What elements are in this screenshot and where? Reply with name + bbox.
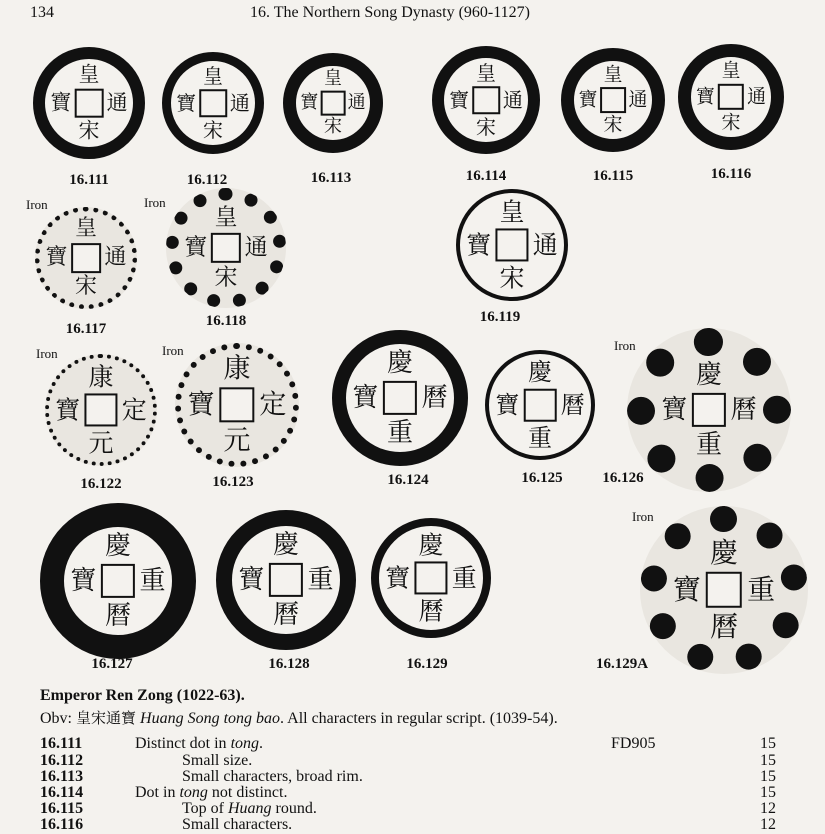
coin-16-124: [332, 330, 468, 466]
coin-character: 通: [532, 230, 558, 260]
coin-square-hole: [269, 563, 303, 597]
coin-character: 寶: [672, 573, 701, 606]
description-text: .: [259, 735, 264, 752]
coin-character: 慶: [695, 360, 723, 391]
coin-square-hole: [101, 564, 135, 598]
coin-character: 曆: [418, 596, 444, 626]
coin-16-129: [371, 518, 491, 638]
coin-character: 寶: [55, 395, 81, 425]
coin-character: 通: [106, 90, 128, 115]
coin-16-112: [162, 52, 264, 154]
coin-character: 重: [386, 417, 414, 448]
catalog-price: 12: [760, 816, 776, 833]
coin-square-hole: [472, 86, 500, 114]
coin-label: 16.112: [186, 172, 228, 188]
coin-character: 通: [244, 234, 268, 261]
coin-character: 皇: [324, 68, 342, 90]
catalog-price: 12: [760, 800, 776, 817]
coin-16-114: [432, 46, 540, 154]
coin-label: 16.122: [80, 476, 122, 492]
coin-16-111: [33, 47, 145, 159]
coin-square-hole: [524, 389, 557, 422]
coin-character: 皇: [499, 197, 525, 227]
coin-character: 康: [88, 362, 114, 392]
coin-square-hole: [211, 233, 241, 263]
description-text: Dot in: [135, 784, 180, 801]
coin-label: 16.118: [205, 313, 247, 329]
coin-character: 曆: [104, 600, 132, 631]
coin-character: 通: [347, 92, 366, 113]
coin-character: 皇: [214, 204, 238, 231]
catalog-row: [40, 816, 780, 832]
coin-character: 康: [223, 353, 251, 385]
coin-16-116: [678, 44, 784, 150]
coin-character: 慶: [709, 535, 739, 569]
coin-character: 重: [451, 563, 477, 593]
coin-square-hole: [495, 228, 528, 261]
coin-character: 重: [695, 429, 723, 460]
coin-square-hole: [219, 387, 254, 422]
coin-character: 皇: [203, 64, 223, 89]
coin-16-117: [35, 207, 137, 309]
coin-character: 曆: [730, 395, 757, 425]
catalog-number: 16.112: [40, 752, 84, 769]
description-text: not distinct.: [207, 784, 288, 801]
coin-square-hole: [414, 561, 447, 594]
coin-label: 16.128: [268, 656, 310, 672]
coin-16-113: [283, 53, 383, 153]
coin-label: 16.125: [521, 470, 563, 486]
coin-character: 寶: [352, 383, 379, 413]
coin-character: 宋: [499, 263, 525, 293]
section-title: Emperor Ren Zong (1022-63).: [40, 687, 245, 704]
coin-16-118: [166, 188, 286, 308]
coin-square-hole: [75, 89, 104, 118]
coin-character: 寶: [695, 85, 715, 108]
catalog-price: 15: [760, 735, 776, 752]
coin-character: 寶: [176, 91, 197, 115]
catalog-number: 16.116: [40, 816, 84, 833]
coin-character: 通: [628, 88, 648, 111]
coin-character: 寶: [449, 88, 470, 112]
coin-character: 寶: [661, 395, 688, 425]
catalog-row: [40, 800, 780, 816]
coin-label: 16.115: [592, 168, 634, 184]
coin-character: 曆: [421, 383, 448, 413]
coin-16-115: [561, 48, 665, 152]
coin-character: 皇: [78, 62, 100, 87]
coin-character: 宋: [203, 117, 223, 142]
coin-square-hole: [600, 87, 626, 113]
catalog-price: 15: [760, 768, 776, 785]
coin-character: 寶: [466, 230, 492, 260]
catalog-description: [135, 735, 263, 753]
coin-character: 寶: [300, 92, 319, 113]
coin-square-hole: [321, 91, 346, 116]
coin-character: 寶: [495, 391, 520, 419]
coin-character: 重: [747, 573, 776, 606]
coin-character: 曆: [560, 391, 585, 419]
coin-character: 寶: [184, 234, 208, 261]
coin-character: 慶: [418, 530, 444, 560]
coin-character: 宋: [721, 111, 741, 134]
description-italic: tong: [179, 784, 208, 801]
iron-tag: Iron: [26, 197, 48, 212]
catalog-price: 15: [760, 784, 776, 801]
catalog-row: [40, 752, 780, 768]
coin-character: 曆: [709, 610, 739, 644]
coin-16-119: [456, 189, 568, 301]
running-head: 16. The Northern Song Dynasty (960-1127): [250, 4, 530, 21]
description-text: round.: [271, 800, 317, 817]
catalog-row: [40, 768, 780, 784]
coin-character: 寶: [578, 88, 598, 111]
coin-label: 16.119: [479, 309, 521, 325]
iron-tag: Iron: [632, 509, 654, 524]
coin-16-127: [40, 503, 196, 659]
catalog-number: 16.113: [40, 768, 84, 785]
coin-label: 16.129A: [595, 656, 649, 672]
coin-character: 宋: [476, 114, 496, 139]
obverse-prefix: Obv:: [40, 710, 76, 727]
coin-character: 通: [747, 85, 767, 108]
coin-character: 定: [121, 395, 147, 425]
description-text: Distinct dot in: [135, 735, 231, 752]
catalog-row: [40, 784, 780, 800]
catalog-description: [182, 816, 292, 834]
coin-character: 皇: [74, 215, 98, 241]
coin-character: 重: [307, 565, 334, 595]
coin-label: 16.129: [406, 656, 448, 672]
coin-character: 宋: [74, 274, 98, 300]
coin-label: 16.111: [69, 172, 109, 188]
coin-label: 16.123: [212, 474, 254, 490]
coin-16-129A: [640, 506, 808, 674]
coin-character: 曆: [272, 599, 300, 630]
description-text: Small characters.: [182, 816, 293, 833]
coin-16-125: [485, 350, 595, 460]
iron-tag: Iron: [144, 195, 166, 210]
catalog-number: 16.115: [40, 800, 84, 817]
coin-character: 宋: [78, 118, 100, 143]
coin-character: 元: [88, 428, 114, 458]
coin-character: 寶: [45, 245, 68, 270]
iron-tag: Iron: [36, 346, 58, 361]
coin-character: 寶: [70, 566, 97, 596]
iron-tag: Iron: [614, 338, 636, 353]
coin-character: 寶: [187, 389, 215, 421]
coin-label: 16.124: [387, 472, 429, 488]
coin-character: 寶: [50, 90, 72, 115]
page-number: 134: [30, 4, 54, 21]
description-italic: tong: [230, 735, 260, 752]
coin-character: 皇: [603, 63, 623, 86]
obverse-description: [40, 707, 558, 728]
description-text: Top of: [182, 800, 228, 817]
coin-character: 宋: [603, 113, 623, 136]
catalog-row: [40, 735, 780, 751]
coin-square-hole: [706, 572, 742, 608]
description-text: Small size.: [182, 752, 253, 769]
obverse-pinyin: Huang Song tong bao: [140, 710, 281, 727]
catalog-reference: FD905: [611, 735, 656, 752]
coin-character: 寶: [385, 563, 411, 593]
coin-character: 通: [229, 91, 250, 115]
coin-16-128: [216, 510, 356, 650]
coin-character: 慶: [528, 358, 552, 387]
coin-character: 通: [502, 88, 523, 112]
coin-character: 元: [223, 425, 251, 457]
coin-label: 16.114: [465, 168, 507, 184]
coin-character: 定: [259, 389, 287, 421]
coin-label: 16.113: [310, 170, 352, 186]
coin-character: 寶: [238, 565, 265, 595]
coin-character: 皇: [476, 61, 496, 86]
coin-square-hole: [84, 393, 117, 426]
coin-square-hole: [71, 243, 101, 273]
coin-character: 通: [104, 245, 127, 270]
coin-character: 宋: [214, 264, 238, 291]
iron-tag: Iron: [162, 343, 184, 358]
coin-label: 16.126: [602, 470, 644, 486]
coin-character: 皇: [721, 59, 741, 82]
catalog-number: 16.114: [40, 784, 84, 801]
coin-square-hole: [718, 84, 744, 110]
description-text: Small characters, broad rim.: [182, 768, 363, 785]
coin-label: 16.117: [65, 321, 107, 337]
obverse-rest: . All characters in regular script. (1039-54).: [280, 710, 558, 727]
coin-square-hole: [692, 393, 726, 427]
coin-character: 宋: [324, 115, 342, 137]
coin-label: 16.116: [710, 166, 752, 182]
coin-character: 慶: [104, 531, 132, 562]
coin-square-hole: [383, 381, 417, 415]
coin-16-126: [627, 328, 791, 492]
coin-character: 慶: [386, 348, 414, 379]
catalog-price: 15: [760, 752, 776, 769]
obverse-chinese: 皇宋通寶: [76, 709, 137, 727]
coin-16-122: [45, 354, 157, 466]
coin-character: 重: [139, 566, 166, 596]
coin-16-123: [175, 343, 299, 467]
coin-character: 慶: [272, 530, 300, 561]
coin-character: 重: [528, 423, 552, 452]
coin-label: 16.127: [91, 656, 133, 672]
coin-square-hole: [199, 89, 227, 117]
description-italic: Huang: [227, 800, 272, 817]
catalog-number: 16.111: [40, 735, 83, 752]
